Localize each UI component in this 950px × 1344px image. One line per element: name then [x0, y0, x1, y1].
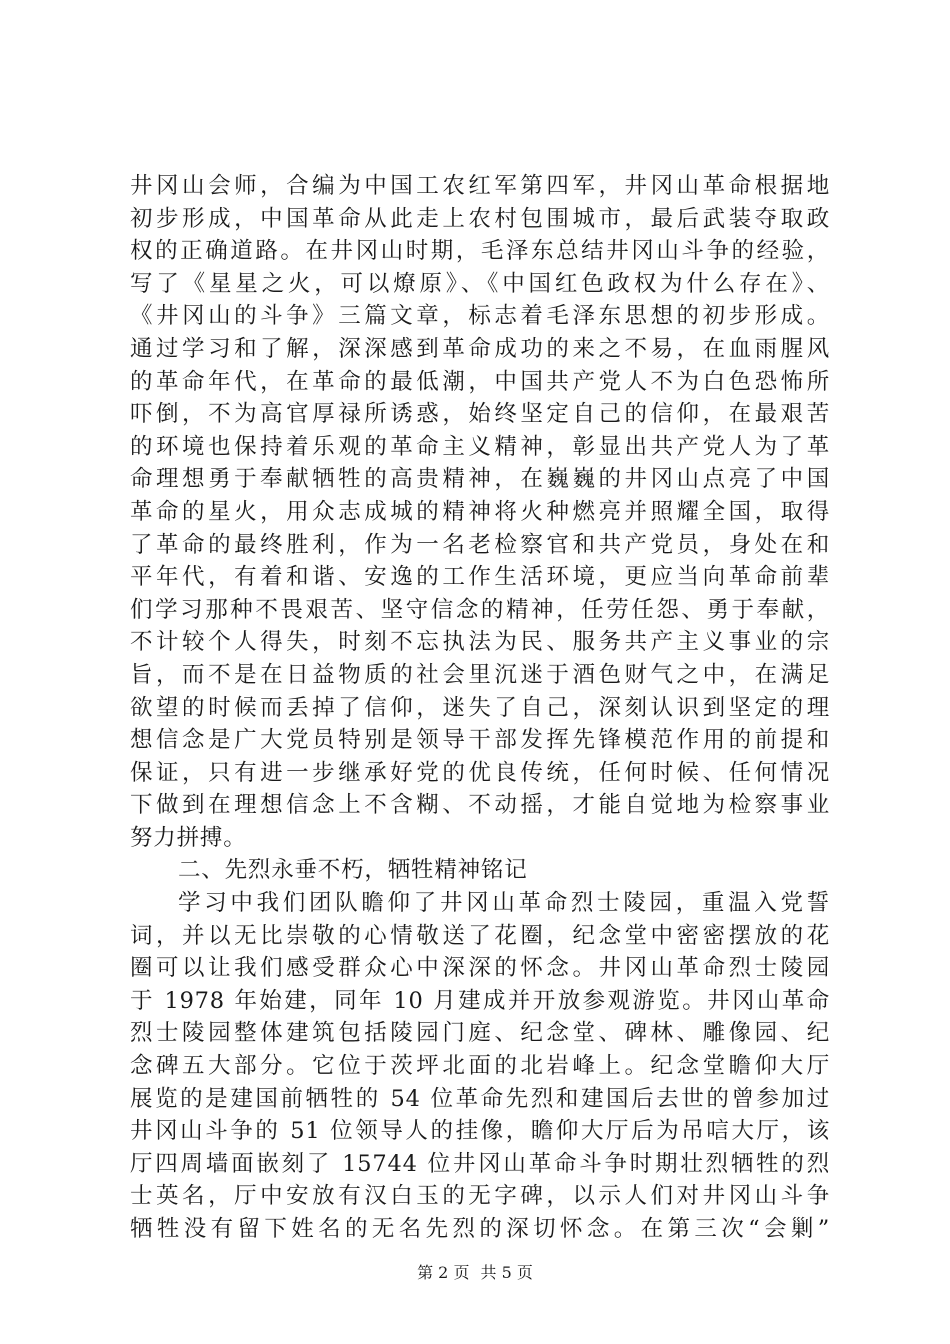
section-heading: 二、先烈永垂不朽，牺牲精神铭记	[178, 857, 528, 884]
text-line: 圈可以让我们感受群众心中深深的怀念。井冈山革命烈士陵园	[130, 955, 830, 982]
text-line: 于 1978 年始建，同年 10 月建成并开放参观游览。井冈山革命	[130, 987, 830, 1014]
text-line: 井冈山会师，合编为中国工农红军第四军，井冈山革命根据地	[130, 173, 830, 199]
text-line: 保证，只有进一步继承好党的优良传统，任何时候、任何情况	[130, 759, 830, 786]
text-line: 们学习那种不畏艰苦、坚守信念的精神，任劳任怨、勇于奉献，	[130, 596, 830, 623]
text-line: 烈士陵园整体建筑包括陵园门庭、纪念堂、碑林、雕像园、纪	[130, 1020, 830, 1047]
text-line: 念碑五大部分。它位于茨坪北面的北岩峰上。纪念堂瞻仰大厅	[130, 1053, 830, 1080]
text-line: 初步形成，中国革命从此走上农村包围城市，最后武装夺取政	[130, 205, 830, 232]
text-line: 不计较个人得失，时刻不忘执法为民、服务共产主义事业的宗	[130, 629, 830, 656]
text-line: 士英名，厅中安放有汉白玉的无字碑，以示人们对井冈山斗争	[130, 1183, 830, 1210]
text-line: 学习中我们团队瞻仰了井冈山革命烈士陵园，重温入党誓	[178, 890, 830, 917]
text-line: 权的正确道路。在井冈山时期，毛泽东总结井冈山斗争的经验，	[130, 238, 830, 265]
body-text	[130, 170, 830, 1246]
text-line: 词，并以无比崇敬的心情敬送了花圈，纪念堂中密密摆放的花	[130, 922, 830, 949]
text-line: 厅四周墙面嵌刻了 15744 位井冈山革命斗争时期壮烈牺牲的烈	[130, 1150, 830, 1177]
text-line: 吓倒，不为高官厚禄所诱惑，始终坚定自己的信仰，在最艰苦	[130, 401, 830, 428]
text-line: 平年代，有着和谐、安逸的工作生活环境，更应当向革命前辈	[130, 564, 830, 591]
text-line: 井冈山斗争的 51 位领导人的挂像，瞻仰大厅后为吊唁大厅，该	[130, 1118, 830, 1145]
text-line: 努力拼搏。	[130, 824, 247, 851]
text-line: 通过学习和了解，深深感到革命成功的来之不易，在血雨腥风	[130, 335, 830, 362]
text-line: 旨，而不是在日益物质的社会里沉迷于酒色财气之中，在满足	[130, 661, 830, 688]
text-line: 牺牲没有留下姓名的无名先烈的深切怀念。在第三次“会剿”	[130, 1216, 830, 1242]
text-line: 想信念是广大党员特别是领导干部发挥先锋模范作用的前提和	[130, 727, 830, 754]
text-line: 下做到在理想信念上不含糊、不动摇，才能自觉地为检察事业	[130, 792, 830, 819]
text-line: 《井冈山的斗争》三篇文章，标志着毛泽东思想的初步形成。	[130, 303, 830, 330]
text-line: 了革命的最终胜利，作为一名老检察官和共产党员，身处在和	[130, 531, 830, 558]
text-line: 革命的星火，用众志成城的精神将火种燃亮并照耀全国，取得	[130, 498, 830, 525]
text-line: 的革命年代，在革命的最低潮，中国共产党人不为白色恐怖所	[130, 368, 830, 395]
text-line: 的环境也保持着乐观的革命主义精神，彰显出共产党人为了革	[130, 433, 830, 460]
text-line: 命理想勇于奉献牺牲的高贵精神，在巍巍的井冈山点亮了中国	[130, 466, 830, 493]
text-line: 欲望的时候而丢掉了信仰，迷失了自己，深刻认识到坚定的理	[130, 694, 830, 721]
page-total: 共 5 页	[480, 1263, 533, 1282]
page-footer	[0, 1263, 950, 1283]
text-line: 展览的是建国前牺牲的 54 位革命先烈和建国后去世的曾参加过	[130, 1085, 830, 1112]
page-number: 第 2 页	[417, 1263, 470, 1282]
text-line: 写了《星星之火，可以燎原》、《中国红色政权为什么存在》、	[130, 270, 830, 297]
